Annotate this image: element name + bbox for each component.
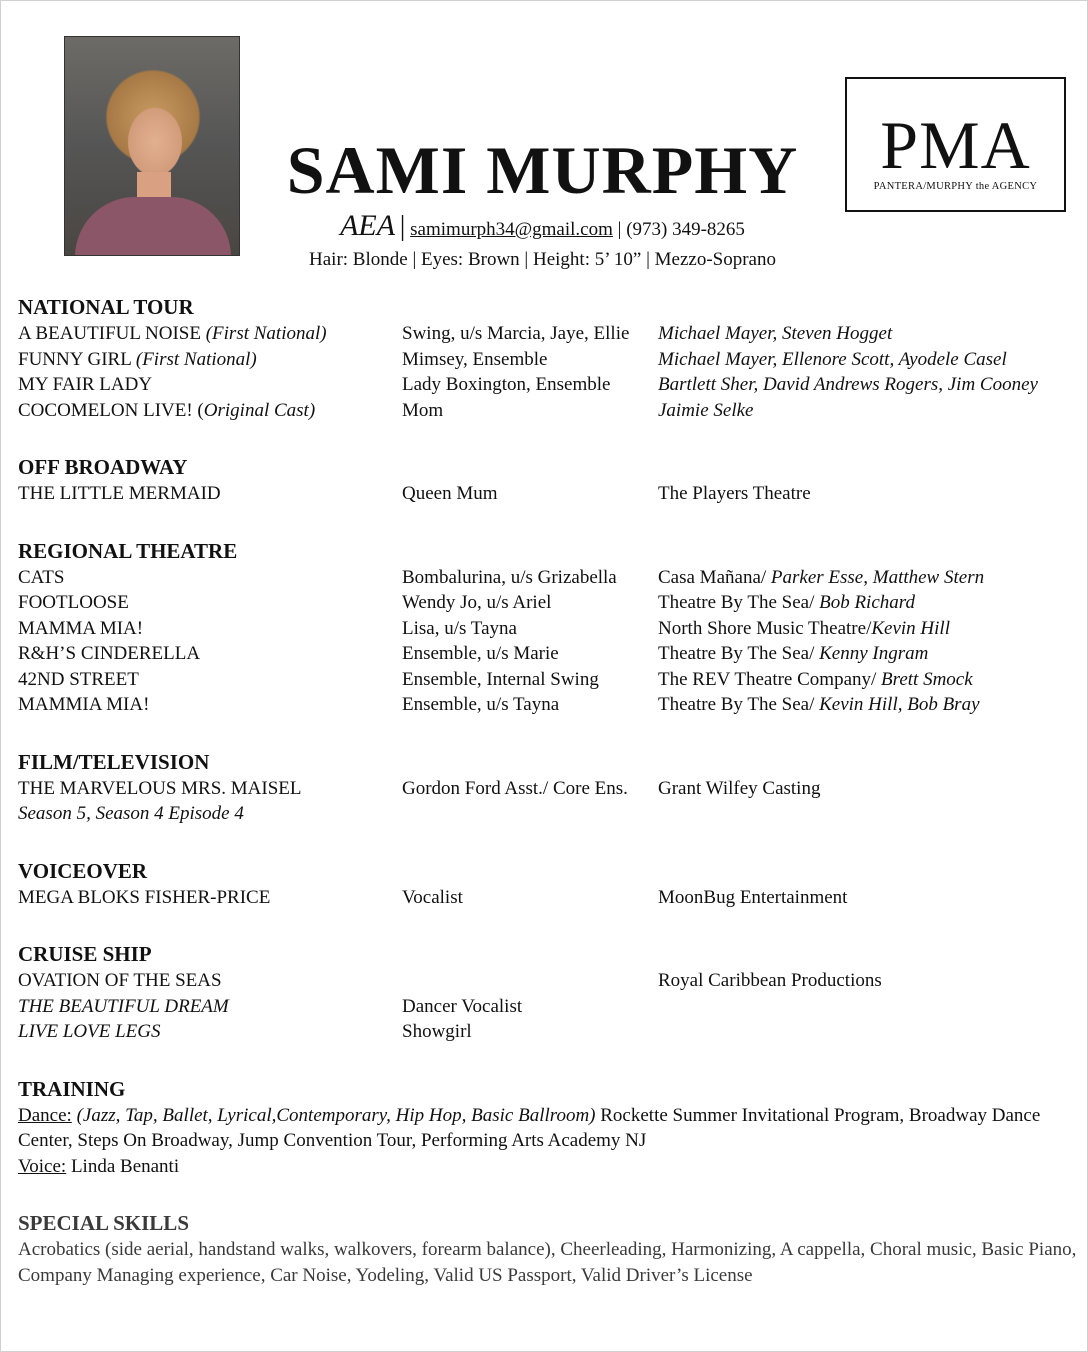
role: Wendy Jo, u/s Ariel xyxy=(402,592,552,613)
show-title: THE BEAUTIFUL DREAM xyxy=(18,995,229,1017)
show-title: R&H’S CINDERELLA xyxy=(18,643,201,664)
creative-team: Bartlett Sher, David Andrews Rogers, Jim Cooney xyxy=(658,374,1038,395)
show-title: MAMMIA MIA! xyxy=(18,694,150,715)
credit-row xyxy=(18,372,1078,398)
credit-row xyxy=(18,801,1078,827)
section-off-broadway xyxy=(18,453,1078,507)
voice-training xyxy=(18,1154,1078,1180)
section-title: TRAINING xyxy=(18,1076,126,1101)
role: Lisa, u/s Tayna xyxy=(402,617,517,639)
role: Ensemble, u/s Marie xyxy=(402,643,559,664)
voice-teacher: Linda Benanti xyxy=(66,1155,180,1177)
credit-row xyxy=(18,1019,1078,1045)
show-title: THE MARVELOUS MRS. MAISEL xyxy=(18,777,302,799)
resume-body xyxy=(18,293,1078,1318)
director: Kevin Hill, Bob Bray xyxy=(819,694,980,715)
role: Mimsey, Ensemble xyxy=(402,348,548,370)
agency-logo xyxy=(845,77,1066,212)
venue: The Players Theatre xyxy=(658,483,811,504)
venue: Theatre By The Sea/ xyxy=(658,643,820,664)
contact-line xyxy=(240,209,845,242)
dance-schools: Rockette Summer Invitational Program, Broadway Dance Center, Steps On Broadway, Jump Convention Tour, Performing Arts Academy NJ xyxy=(18,1104,1041,1151)
creative-team: Michael Mayer, Steven Hogget xyxy=(658,323,893,344)
section-training xyxy=(18,1075,1078,1180)
credit-row xyxy=(18,590,1078,616)
show-title: 42ND STREET xyxy=(18,668,139,690)
credit-row xyxy=(18,565,1078,591)
section-title: OFF BROADWAY xyxy=(18,455,188,479)
creative-team: Jaimie Selke xyxy=(658,399,754,421)
credit-row xyxy=(18,994,1078,1020)
skills-list: Acrobatics (side aerial, handstand walks, walkovers, forearm balance), Cheerleading, Harmonizing, A cappella, Choral music, Basic Piano, Company Managing experience, Car Noise, Yodeling, Valid US Passport, Valid Driver’s License xyxy=(18,1239,1077,1286)
union-label: AEA xyxy=(340,209,396,242)
show-note: Original Cast) xyxy=(203,399,316,421)
credit-row xyxy=(18,667,1078,693)
email-link[interactable]: samimurph34@gmail.com xyxy=(410,219,613,240)
section-title: CRUISE SHIP xyxy=(18,942,152,966)
section-cruise-ship xyxy=(18,940,1078,1045)
role: Bombalurina, u/s Grizabella xyxy=(402,566,617,588)
headshot-photo xyxy=(64,36,240,256)
episodes: Season 5, Season 4 Episode 4 xyxy=(18,803,244,824)
section-title: VOICEOVER xyxy=(18,858,148,883)
section-film-television xyxy=(18,748,1078,827)
role: Dancer Vocalist xyxy=(402,995,523,1017)
dance-training xyxy=(18,1103,1078,1154)
show-title: LIVE LOVE LEGS xyxy=(18,1021,161,1042)
credit-row xyxy=(18,398,1078,424)
show-title: CATS xyxy=(18,566,65,588)
company: MoonBug Entertainment xyxy=(658,886,848,908)
director: Kevin Hill xyxy=(871,617,950,639)
physical-stats: Hair: Blonde | Eyes: Brown | Height: 5’ 10” | Mezzo-Soprano xyxy=(309,249,776,270)
role: Mom xyxy=(402,399,444,421)
phone-number: | (973) 349-8265 xyxy=(617,219,745,240)
show-title: MEGA BLOKS FISHER-PRICE xyxy=(18,886,271,908)
role: Vocalist xyxy=(402,886,463,908)
show-note: (First National) xyxy=(205,323,327,344)
credit-row xyxy=(18,641,1078,667)
credit-row xyxy=(18,968,1078,994)
role: Swing, u/s Marcia, Jaye, Ellie xyxy=(402,323,630,344)
credit-row xyxy=(18,347,1078,373)
section-voiceover xyxy=(18,857,1078,911)
ship-name: OVATION OF THE SEAS xyxy=(18,970,222,991)
dance-styles: (Jazz, Tap, Ballet, Lyrical,Contemporary, Hip Hop, Basic Ballroom) xyxy=(71,1104,596,1126)
role: Lady Boxington, Ensemble xyxy=(402,374,611,395)
credit-row xyxy=(18,885,1078,911)
credit-row xyxy=(18,321,1078,347)
credit-row xyxy=(18,481,1078,507)
section-national-tour xyxy=(18,293,1078,423)
section-special-skills xyxy=(18,1209,1078,1288)
venue: The REV Theatre Company/ xyxy=(658,668,882,690)
show-title: A BEAUTIFUL NOISE xyxy=(18,323,206,344)
role: Gordon Ford Asst./ Core Ens. xyxy=(402,777,628,799)
show-title: MAMMA MIA! xyxy=(18,617,144,639)
dance-label: Dance: xyxy=(18,1104,72,1126)
director: Kenny Ingram xyxy=(819,643,929,664)
role: Queen Mum xyxy=(402,483,498,504)
agency-name: PANTERA/MURPHY the AGENCY xyxy=(873,181,1038,192)
director: Bob Richard xyxy=(819,592,915,613)
voice-label: Voice: xyxy=(18,1155,67,1177)
show-title: THE LITTLE MERMAID xyxy=(18,483,221,504)
credit-row xyxy=(18,692,1078,718)
creative-team: Michael Mayer, Ellenore Scott, Ayodele Casel xyxy=(658,348,1007,370)
credit-row xyxy=(18,616,1078,642)
headshot-shoulders xyxy=(75,197,231,256)
credit-row xyxy=(18,776,1078,802)
role: Ensemble, Internal Swing xyxy=(402,668,599,690)
venue: Theatre By The Sea/ xyxy=(658,694,820,715)
company: Royal Caribbean Productions xyxy=(658,970,882,991)
show-note: (First National) xyxy=(135,348,257,370)
section-title: NATIONAL TOUR xyxy=(18,295,194,319)
performer-name: SAMI MURPHY xyxy=(286,132,799,208)
director: Brett Smock xyxy=(881,668,973,690)
role: Ensemble, u/s Tayna xyxy=(402,694,560,715)
section-regional-theatre xyxy=(18,537,1078,718)
show-title: MY FAIR LADY xyxy=(18,374,153,395)
director: Parker Esse, Matthew Stern xyxy=(770,566,985,588)
venue: Theatre By The Sea/ xyxy=(658,592,820,613)
section-title: REGIONAL THEATRE xyxy=(18,538,238,563)
show-title: FOOTLOOSE xyxy=(18,592,129,613)
section-title: FILM/TELEVISION xyxy=(18,749,210,774)
union-separator: | xyxy=(399,211,406,242)
venue: Casa Mañana/ xyxy=(658,566,771,588)
casting: Grant Wilfey Casting xyxy=(658,777,821,799)
role: Showgirl xyxy=(402,1021,472,1042)
venue: North Shore Music Theatre/ xyxy=(658,617,872,639)
show-title: COCOMELON LIVE! ( xyxy=(18,399,204,421)
show-title: FUNNY GIRL xyxy=(18,348,136,370)
agency-logo-letters: PMA xyxy=(880,107,1031,183)
section-title: SPECIAL SKILLS xyxy=(18,1211,189,1235)
